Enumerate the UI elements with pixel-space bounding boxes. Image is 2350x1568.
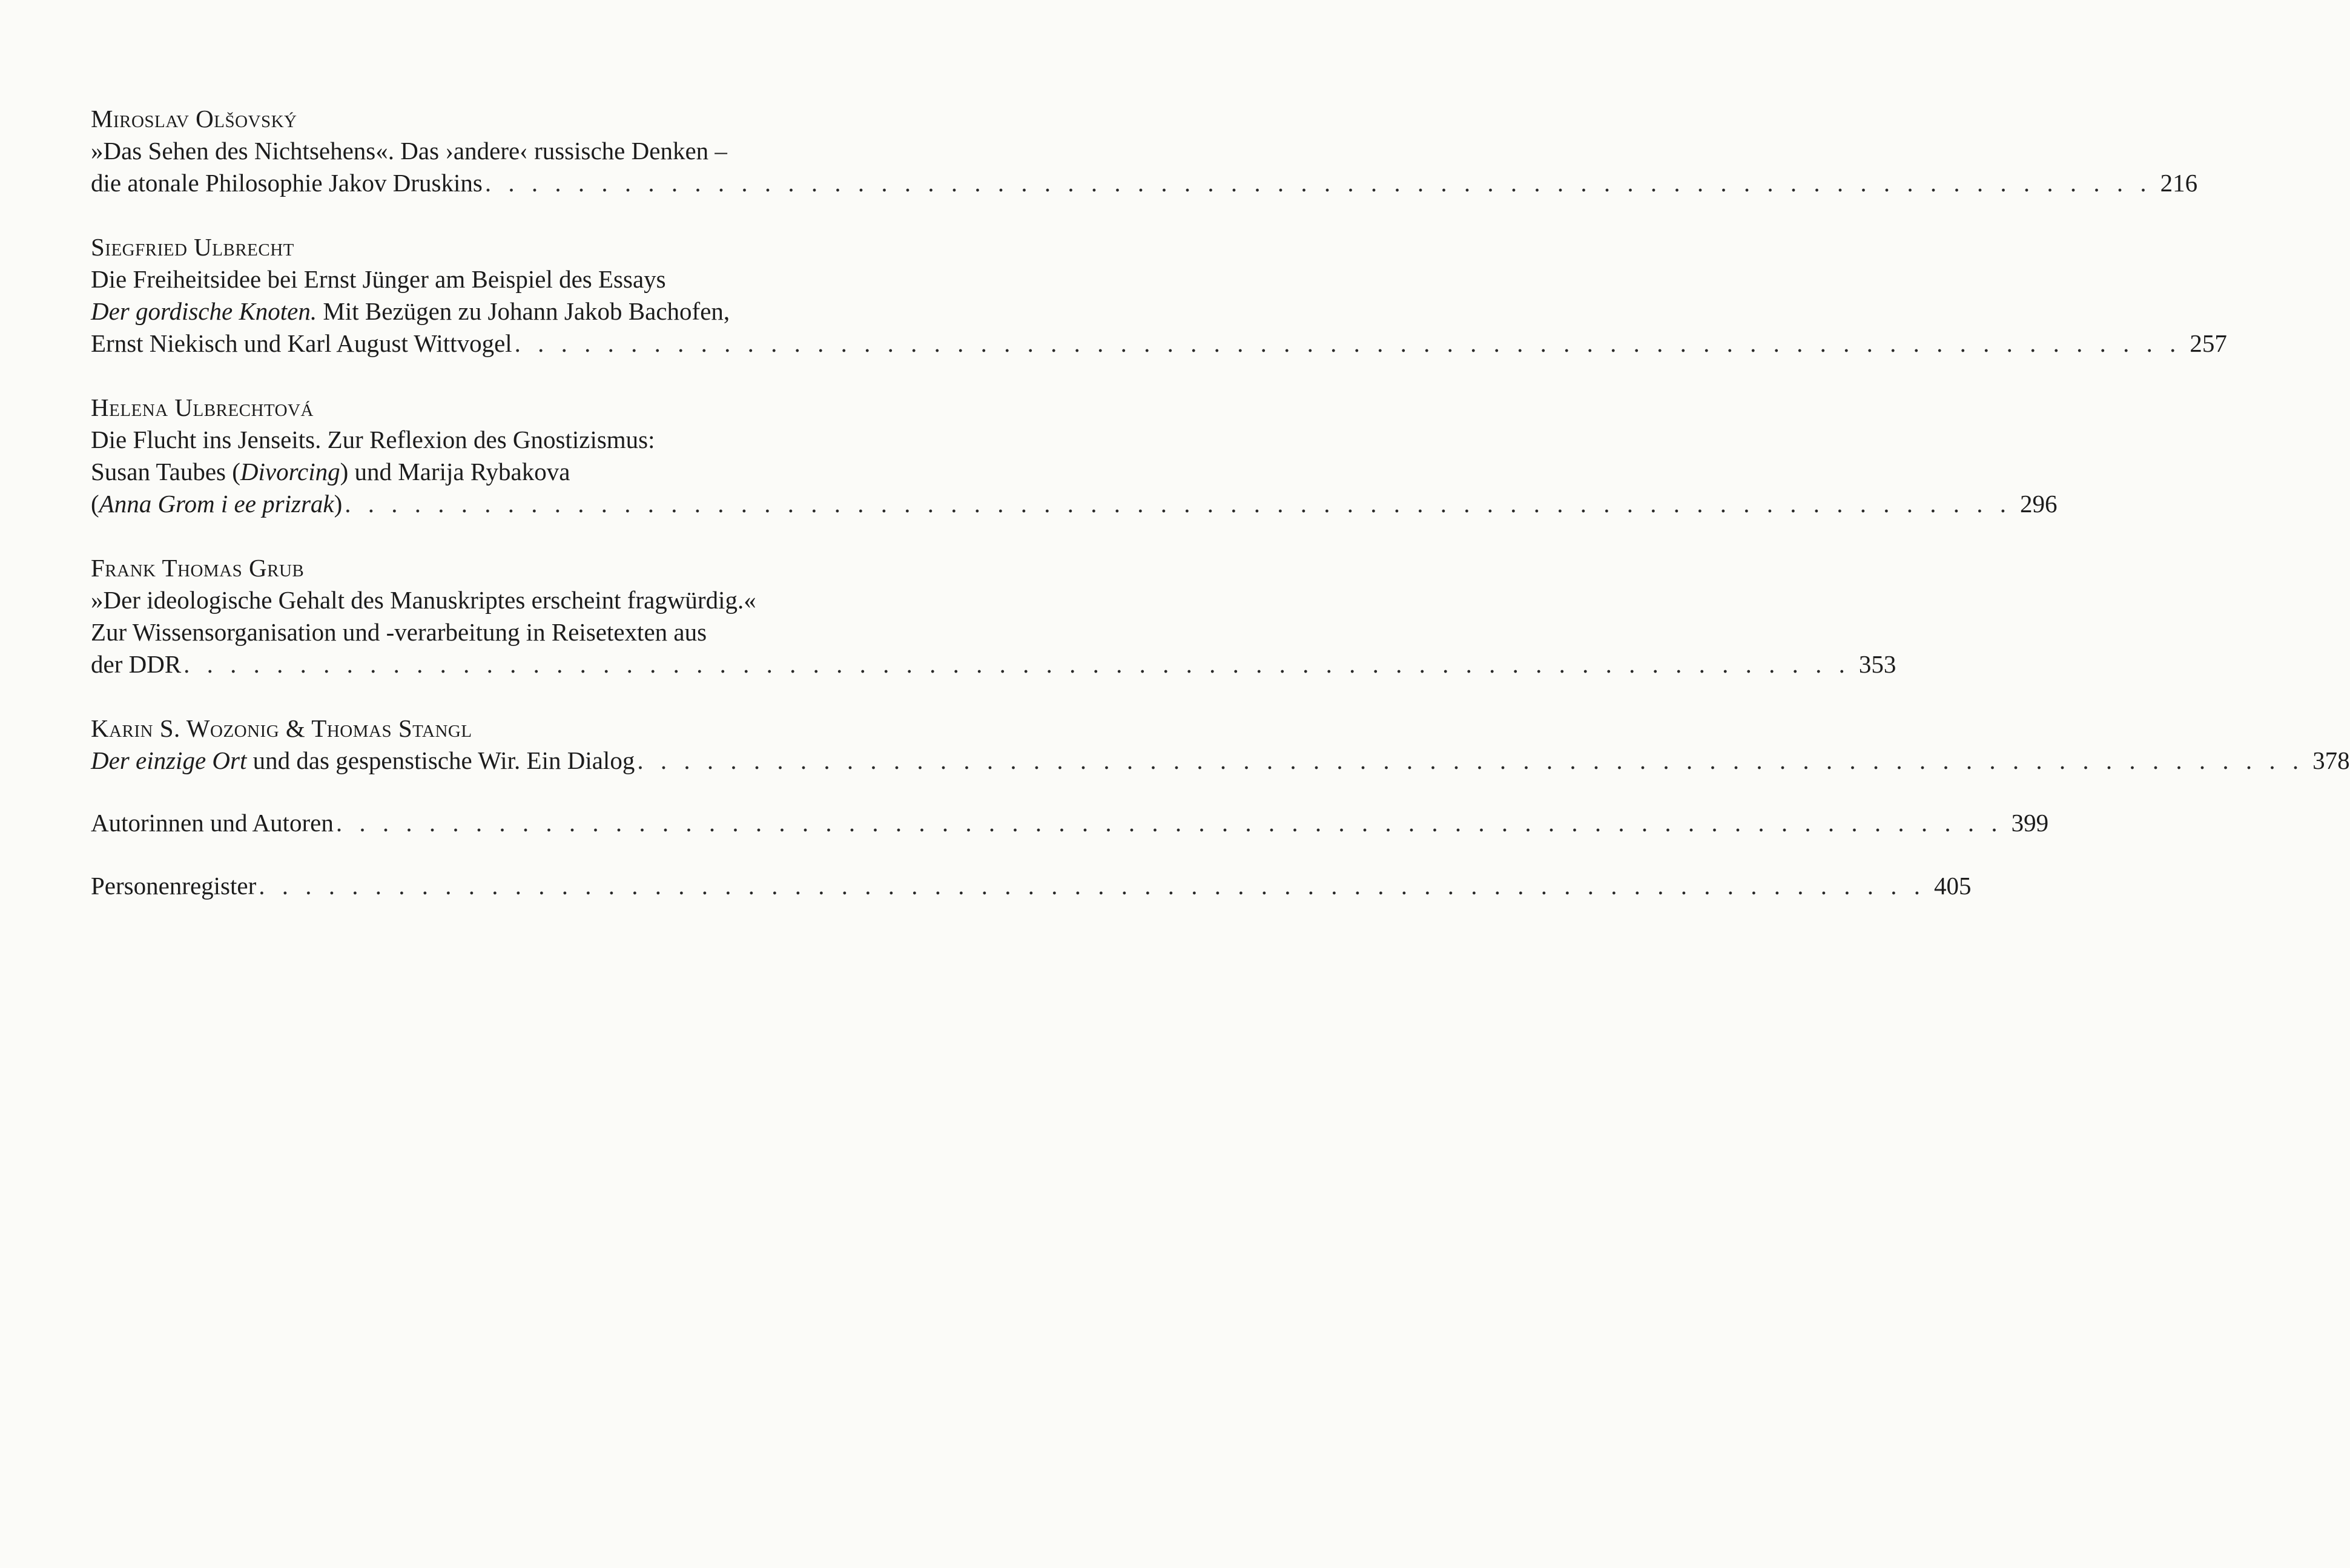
dot-leader: . . . . . . . . . . . . . . . . . . . . . . . . . . . . . . . . . . . . . . . . . . . . . . . . . . . . . . . . . . . . . . . . . . . . . . . . bbox=[259, 872, 1926, 900]
dot-leader: . . . . . . . . . . . . . . . . . . . . . . . . . . . . . . . . . . . . . . . . . . . . . . . . . . . . . . . . . . . . . . . . . . . . . . . . bbox=[637, 746, 2305, 774]
entry-title-line: Die Flucht ins Jenseits. Zur Reflexion des Gnostizismus: bbox=[91, 426, 655, 453]
toc-entry-olsovsky bbox=[91, 103, 2198, 199]
toc-entry-wozonig-stangl bbox=[91, 713, 2350, 777]
entry-title-text: Ernst Niekisch und Karl August Wittvogel bbox=[91, 329, 512, 357]
entry-title-text bbox=[91, 745, 635, 777]
entry-title-last-line bbox=[91, 328, 2227, 360]
entry-title-text: Autorinnen und Autoren bbox=[91, 809, 334, 837]
work-title: Divorcing bbox=[240, 458, 340, 486]
entry-title-text: und das gespenstische Wir. Ein Dialog bbox=[246, 746, 635, 774]
page-number: 353 bbox=[1858, 650, 1896, 678]
entry-title-text: Mit Bezügen zu Johann Jakob Bachofen, bbox=[317, 297, 730, 325]
entry-title-line: »Das Sehen des Nichtsehens«. Das ›andere‹ russische Denken – bbox=[91, 137, 727, 165]
toc-entry-grub bbox=[91, 552, 1896, 680]
entry-author: Helena Ulbrechtová bbox=[91, 394, 314, 421]
page-number: 257 bbox=[2190, 329, 2227, 357]
entry-title-text: Personenregister bbox=[91, 872, 257, 900]
toc-entry-ulbrechtova bbox=[91, 392, 2058, 520]
entry-author: Frank Thomas Grub bbox=[91, 554, 305, 582]
dot-leader: . . . . . . . . . . . . . . . . . . . . . . . . . . . . . . . . . . . . . . . . . . . . . . . . . . . . . . . . . . . . . . . . . . . . . . . . bbox=[335, 809, 2003, 837]
entry-title-line: »Der ideologische Gehalt des Manuskriptes erscheint fragwürdig.« bbox=[91, 586, 756, 614]
work-title: Anna Grom i ee prizrak bbox=[99, 490, 334, 518]
dot-leader: . . . . . . . . . . . . . . . . . . . . . . . . . . . . . . . . . . . . . . . . . . . . . . . . . . . . . . . . . . . . . . . . . . . . . . . . bbox=[484, 169, 2152, 197]
entry-title-last-line bbox=[91, 648, 1896, 680]
paren-close: ) bbox=[334, 490, 343, 518]
page-number: 405 bbox=[1934, 872, 1972, 900]
toc-entry-ulbrecht-s bbox=[91, 231, 2227, 360]
paren-open: ( bbox=[91, 490, 99, 518]
page-number: 399 bbox=[2011, 809, 2049, 837]
dot-leader: . . . . . . . . . . . . . . . . . . . . . . . . . . . . . . . . . . . . . . . . . . . . . . . . . . . . . . . . . . . . . . . . . . . . . . . . bbox=[183, 650, 1850, 678]
work-title: Der einzige Ort bbox=[91, 746, 247, 774]
page-number: 378 bbox=[2312, 746, 2350, 774]
dot-leader: . . . . . . . . . . . . . . . . . . . . . . . . . . . . . . . . . . . . . . . . . . . . . . . . . . . . . . . . . . . . . . . . . . . . . . . . bbox=[345, 490, 2012, 518]
entry-author: Miroslav Olšovský bbox=[91, 105, 297, 133]
entry-title-line: Zur Wissensorganisation und -verarbeitung in Reisetexten aus bbox=[91, 618, 707, 646]
entry-title-text: der DDR bbox=[91, 650, 182, 678]
entry-title-text: ) und Marija Rybakova bbox=[340, 458, 570, 486]
entry-title-last-line bbox=[91, 167, 2198, 199]
entry-title-text: Susan Taubes ( bbox=[91, 458, 240, 486]
entry-title-last-line bbox=[91, 870, 1972, 902]
work-title: Der gordische Knoten. bbox=[91, 297, 317, 325]
entry-author: Karin S. Wozonig & Thomas Stangl bbox=[91, 714, 472, 742]
page-number: 296 bbox=[2020, 490, 2058, 518]
toc-entry-autorinnen bbox=[91, 807, 2049, 839]
entry-title-line bbox=[91, 456, 902, 488]
entry-title-line bbox=[91, 295, 902, 328]
entry-title-text bbox=[91, 488, 342, 520]
entry-title-text: die atonale Philosophie Jakov Druskins bbox=[91, 169, 483, 197]
entry-title-last-line bbox=[91, 488, 2058, 520]
entry-author: Siegfried Ulbrecht bbox=[91, 233, 294, 261]
entry-title-line: Die Freiheitsidee bei Ernst Jünger am Beispiel des Essays bbox=[91, 265, 666, 293]
toc-entry-personenregister bbox=[91, 870, 1972, 902]
entry-title-last-line bbox=[91, 807, 2049, 839]
dot-leader: . . . . . . . . . . . . . . . . . . . . . . . . . . . . . . . . . . . . . . . . . . . . . . . . . . . . . . . . . . . . . . . . . . . . . . . . bbox=[514, 329, 2182, 357]
entry-title-last-line bbox=[91, 745, 2350, 777]
page-number: 216 bbox=[2160, 169, 2198, 197]
